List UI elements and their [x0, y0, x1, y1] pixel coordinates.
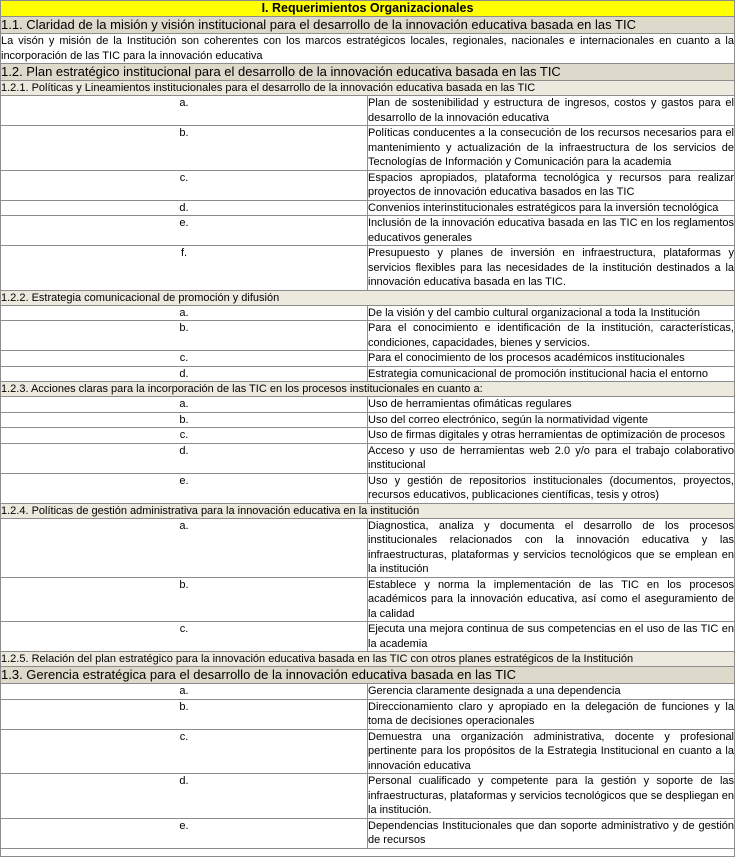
list-item-row	[1, 684, 735, 700]
list-item-letter: c.	[1, 428, 368, 444]
subsection-header-row	[1, 382, 735, 397]
list-item-row	[1, 246, 735, 291]
subsection-header-row	[1, 652, 735, 667]
list-item-letter: a.	[1, 96, 368, 126]
list-item-text: Diagnostica, analiza y documenta el desarrollo de los procesos institucionales relacionados con la innovación educativa y las infraestructuras, plataformas y servicios tecnológicos que se emplean en la institución	[368, 519, 734, 575]
list-item-row	[1, 321, 735, 351]
list-item-row	[1, 96, 735, 126]
list-item-text: Convenios interinstitucionales estratégicos para la inversión tecnológica	[368, 200, 735, 216]
list-item-letter: b.	[1, 321, 368, 351]
list-item-row	[1, 818, 735, 848]
list-item-text: Uso del correo electrónico, según la normatividad vigente	[368, 412, 735, 428]
section-header-text: 1.3. Gerencia estratégica para el desarrollo de la innovación educativa basada en las TIC	[1, 667, 735, 684]
list-item-text: Uso de herramientas ofimáticas regulares	[368, 397, 735, 413]
list-item-letter: b.	[1, 126, 368, 171]
list-item-letter: c.	[1, 170, 368, 200]
list-item-text: Gerencia claramente designada a una dependencia	[368, 684, 735, 700]
subsection-header-text: 1.2.1. Políticas y Lineamientos institucionales para el desarrollo de la innovación educativa basada en las TIC	[1, 81, 735, 96]
table-title-row	[1, 1, 735, 17]
list-item-letter: a.	[1, 684, 368, 700]
list-item-letter: e.	[1, 818, 368, 848]
list-item-text: Uso y gestión de repositorios institucionales (documentos, proyectos, recursos educativos, publicaciones científicas, tesis y otros)	[368, 474, 734, 501]
list-item-row	[1, 200, 735, 216]
list-item-text: Uso de firmas digitales y otras herramientas de optimización de procesos	[368, 428, 735, 444]
list-item-text: Direccionamiento claro y apropiado en la delegación de funciones y la toma de decisiones operacionales	[368, 700, 734, 727]
list-item-row	[1, 366, 735, 382]
list-item-text: Para el conocimiento e identificación de la institución, características, condiciones, capacidades, bienes y servicios.	[368, 322, 734, 349]
list-item-text: Para el conocimiento de los procesos académicos institucionales	[368, 351, 735, 367]
section-header-text: 1.2. Plan estratégico institucional para el desarrollo de la innovación educativa basada en las TIC	[1, 64, 735, 81]
list-item-row	[1, 443, 735, 473]
list-item-row	[1, 699, 735, 729]
list-item-letter: d.	[1, 200, 368, 216]
list-item-letter: d.	[1, 366, 368, 382]
section-header-row	[1, 64, 735, 81]
subsection-header-text: 1.2.4. Políticas de gestión administrativa para la innovación educativa en la institución	[1, 503, 735, 518]
list-item-letter: e.	[1, 216, 368, 246]
list-item-text: Espacios apropiados, plataforma tecnológica y recursos para realizar proyectos de innovación educativa basados en las TIC	[368, 171, 734, 198]
list-item-letter: f.	[1, 246, 368, 291]
list-item-letter: e.	[1, 473, 368, 503]
table-bottom-filler-cell	[1, 848, 735, 856]
list-item-row	[1, 428, 735, 444]
list-item-letter: a.	[1, 518, 368, 577]
list-item-row	[1, 397, 735, 413]
subsection-header-text: 1.2.2. Estrategia comunicacional de promoción y difusión	[1, 290, 735, 305]
list-item-text: Personal cualificado y competente para la gestión y soporte de las infraestructuras, plataformas y servicios tecnológicos que se despliegan en la institución.	[368, 775, 734, 816]
list-item-row	[1, 774, 735, 819]
list-item-row	[1, 473, 735, 503]
list-item-text: Políticas conducentes a la consecución de los recursos necesarios para el mantenimiento y actualización de la infraestructura de los servicios de Tecnologías de Información y Comunicación para la academia	[368, 127, 734, 168]
list-item-text: Demuestra una organización administrativa, docente y profesional pertinente para los propósitos de la Estrategia Institucional en cuanto a la innovación educativa	[368, 730, 734, 772]
list-item-letter: d.	[1, 443, 368, 473]
subsection-header-row	[1, 503, 735, 518]
list-item-row	[1, 518, 735, 577]
list-item-row	[1, 170, 735, 200]
list-item-text: Presupuesto y planes de inversión en infraestructura, plataformas y servicios flexibles para las necesidades de la institución destinados a la innovación educativa basada en las TIC.	[368, 247, 734, 288]
subsection-header-row	[1, 81, 735, 96]
list-item-letter: c.	[1, 729, 368, 774]
list-item-row	[1, 351, 735, 367]
subsection-header-text: 1.2.3. Acciones claras para la incorporación de las TIC en los procesos institucionales en cuanto a:	[1, 382, 735, 397]
list-item-row	[1, 577, 735, 622]
list-item-row	[1, 126, 735, 171]
table-bottom-filler	[1, 848, 735, 856]
list-item-text: Estrategia comunicacional de promoción institucional hacia el entorno	[368, 366, 735, 382]
list-item-row	[1, 305, 735, 321]
list-item-letter: b.	[1, 699, 368, 729]
list-item-text: Establece y norma la implementación de las TIC en los procesos académicos para la innovación educativa, así como el aseguramiento de la calidad	[368, 578, 734, 620]
list-item-letter: d.	[1, 774, 368, 819]
list-item-text: Acceso y uso de herramientas web 2.0 y/o para el trabajo colaborativo institucional	[368, 444, 734, 471]
list-item-text: Inclusión de la innovación educativa basada en las TIC en los reglamentos educativos generales	[368, 217, 734, 244]
list-item-text: Plan de sostenibilidad y estructura de ingresos, costos y gastos para el desarrollo de la innovación educativa	[368, 97, 734, 124]
subsection-header-row	[1, 290, 735, 305]
list-item-text: Dependencias Institucionales que dan soporte administrativo y de gestión de recursos	[368, 819, 734, 846]
section-header-row	[1, 17, 735, 34]
list-item-letter: c.	[1, 351, 368, 367]
list-item-row	[1, 412, 735, 428]
list-item-letter: a.	[1, 305, 368, 321]
paragraph-text: La visón y misión de la Institución son coherentes con los marcos estratégicos locales, regionales, nacionales e internacionales en cuanto a la incorporación de las TIC para la innovación educativa	[1, 35, 734, 62]
list-item-letter: b.	[1, 412, 368, 428]
list-item-letter: b.	[1, 577, 368, 622]
list-item-row	[1, 729, 735, 774]
document-title: I. Requerimientos Organizacionales	[1, 1, 735, 17]
list-item-text: Ejecuta una mejora continua de sus competencias en el uso de las TIC en la academia	[368, 623, 734, 650]
list-item-text: De la visión y del cambio cultural organizacional a toda la Institución	[368, 305, 735, 321]
list-item-letter: a.	[1, 397, 368, 413]
list-item-row	[1, 622, 735, 652]
subsection-header-text: 1.2.5. Relación del plan estratégico para la innovación educativa basada en las TIC con otros planes estratégicos de la Institución	[1, 652, 735, 667]
list-item-letter: c.	[1, 622, 368, 652]
list-item-row	[1, 216, 735, 246]
section-header-row	[1, 667, 735, 684]
section-header-text: 1.1. Claridad de la misión y visión institucional para el desarrollo de la innovación educativa basada en las TIC	[1, 17, 735, 34]
paragraph-row	[1, 34, 735, 64]
